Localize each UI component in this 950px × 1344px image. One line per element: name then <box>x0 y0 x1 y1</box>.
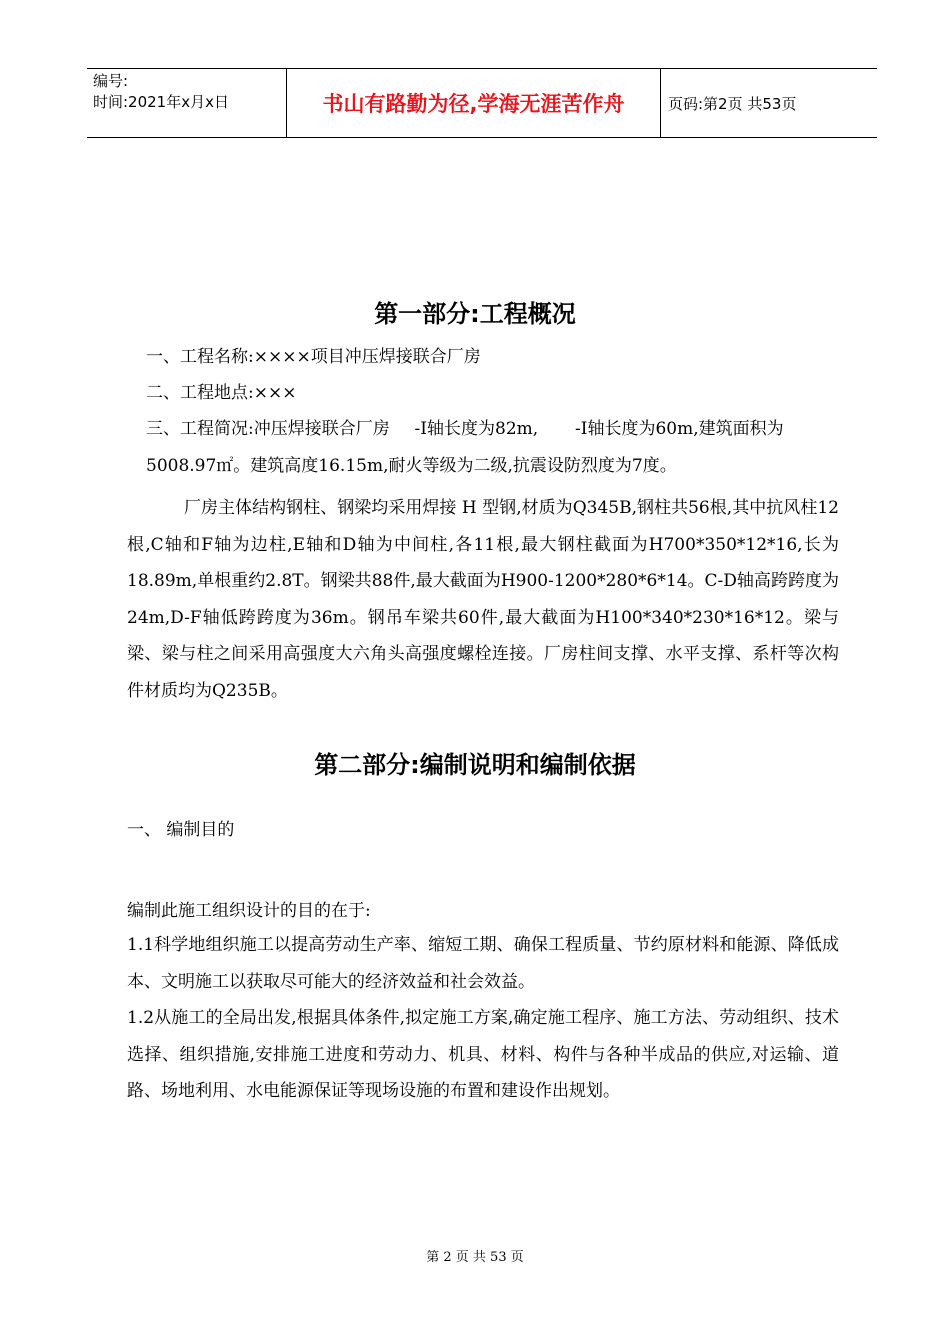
header-meta <box>87 69 287 137</box>
purpose-point-1: 1.1科学地组织施工以提高劳动生产率、缩短工期、确保工程质量、节约原材料和能源、降低成本、文明施工以获取尽可能大的经济效益和社会效益。 <box>127 935 839 992</box>
structure-paragraph: 厂房主体结构钢柱、钢梁均采用焊接 H 型钢,材质为Q345B,钢柱共56根,其中抗风柱12根,C轴和F轴为边柱,E轴和D轴为中间柱,各11根,最大钢柱截面为H700*350*12*16,长为18.89m,单根重约2.8T。钢梁共88件,最大截面为H900-1200*280*6*14。C-D轴高跨跨度为24m,D-F轴低跨跨度为36m。钢吊车梁共60件,最大截面为H100*340*230*16*12。梁与梁、梁与柱之间采用高强度大六角头高强度螺栓连接。厂房柱间支撑、水平支撑、系杆等次构件材质均为Q235B。 <box>127 498 839 701</box>
time-label: 时间:2021年x月x日 <box>93 93 229 111</box>
purpose-intro: 编制此施工组织设计的目的在于: <box>127 901 371 921</box>
item-project-summary-line2: 5008.97㎡。建筑高度16.15m,耐火等级为二级,抗震设防烈度为7度。 <box>146 456 677 476</box>
header-table <box>87 68 877 138</box>
summary-part-a: 三、工程简况:冲压焊接联合厂房 <box>146 419 390 439</box>
part1-title: 第一部分:工程概况 <box>374 300 576 328</box>
number-label: 编号: <box>93 72 129 90</box>
header-motto: 书山有路勤为径,学海无涯苦作舟 <box>287 69 661 137</box>
purpose-point-2: 1.2从施工的全局出发,根据具体条件,拟定施工方案,确定施工程序、施工方法、劳动组织、技术选择、组织措施,安排施工进度和劳动力、机具、材料、构件与各种半成品的供应,对运输、道路、场地利用、水电能源保证等现场设施的布置和建设作出规划。 <box>127 1008 839 1101</box>
item-project-location: 二、工程地点:××× <box>146 383 297 403</box>
item-project-summary-line1 <box>146 414 784 439</box>
page-footer: 第 2 页 共 53 页 <box>426 1250 524 1265</box>
subsection-purpose: 一、 编制目的 <box>127 820 235 840</box>
item-project-name: 一、工程名称:××××项目冲压焊接联合厂房 <box>146 347 481 367</box>
header-page-label: 页码:第2页 共53页 <box>668 94 797 113</box>
summary-part-c: -Ⅰ轴长度为60m,建筑面积为 <box>574 419 784 439</box>
part2-title: 第二部分:编制说明和编制依据 <box>314 751 636 779</box>
summary-part-b: -Ⅰ轴长度为82m, <box>414 419 539 439</box>
